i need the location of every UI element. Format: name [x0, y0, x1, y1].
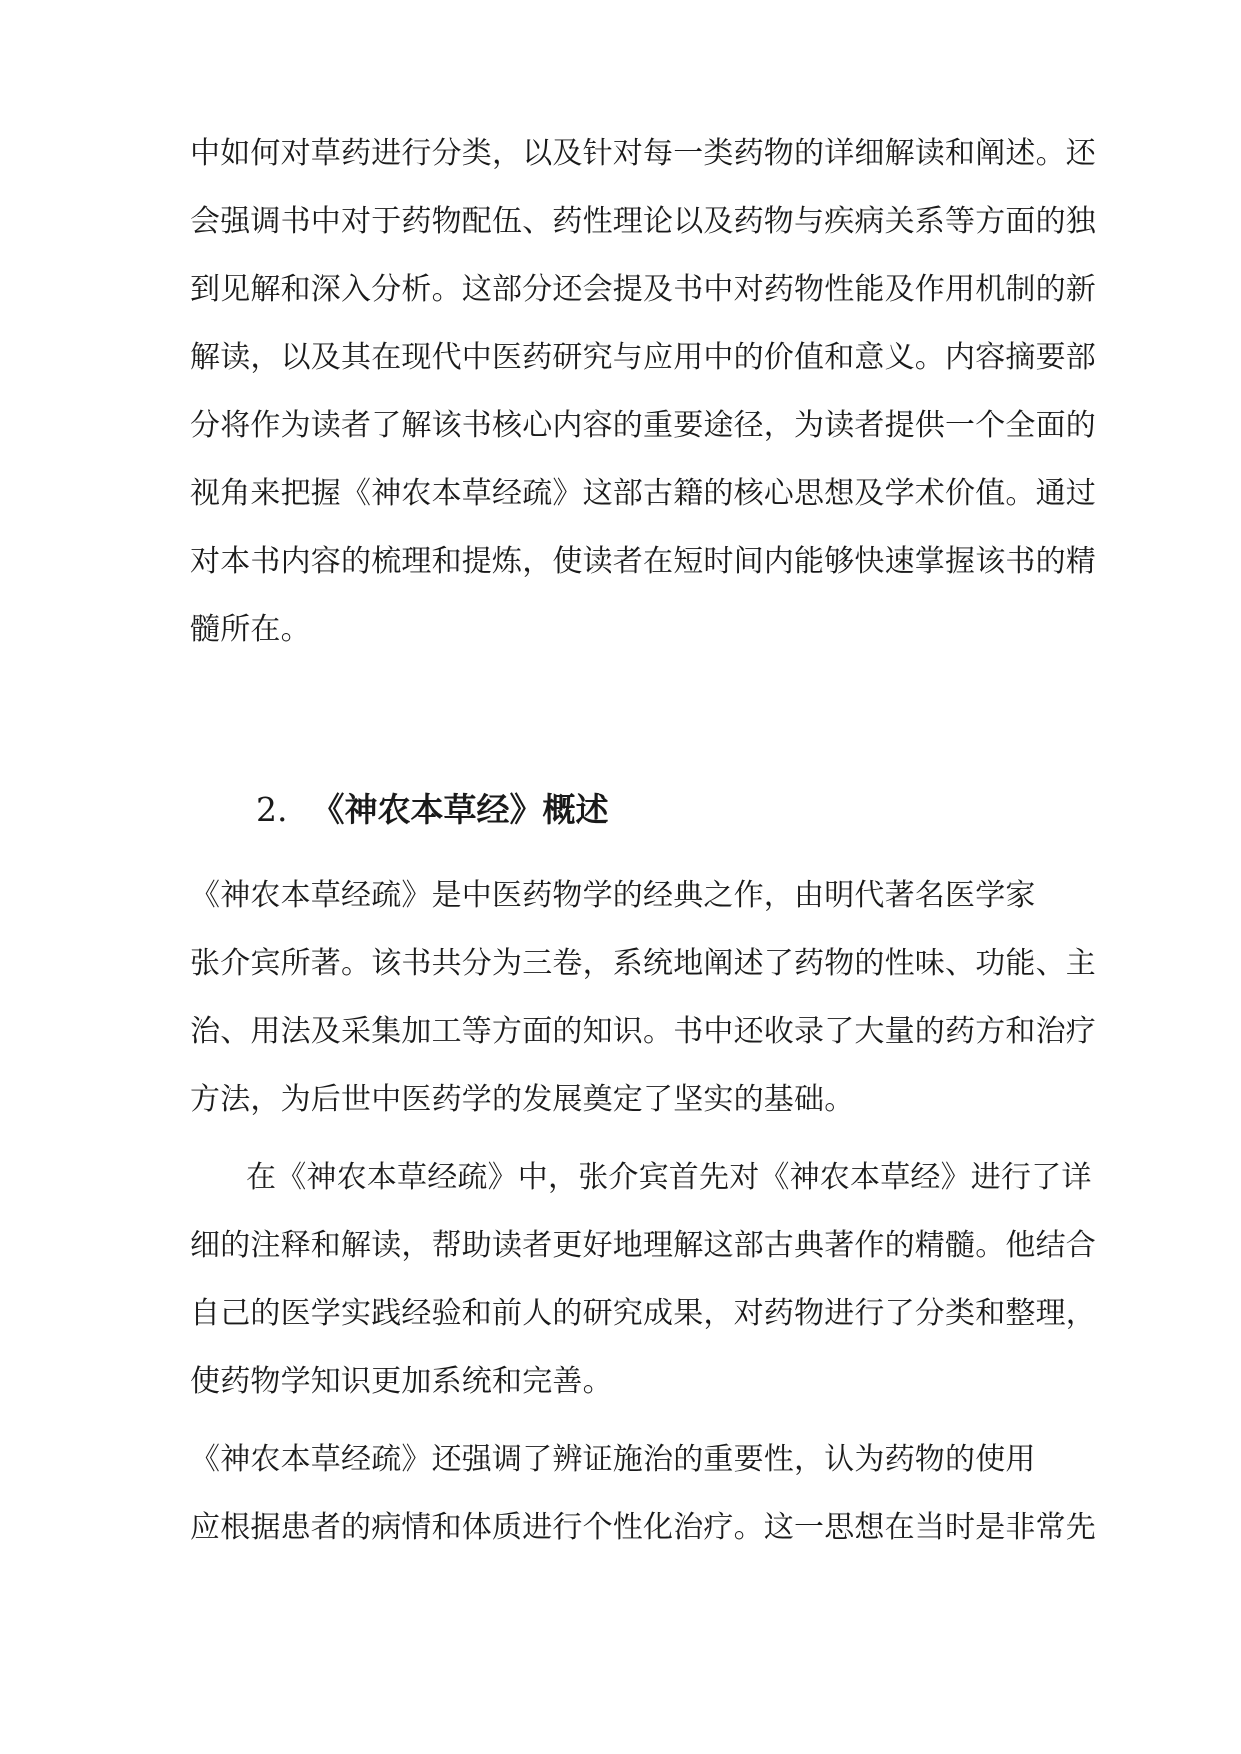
section-title: 《神农本草经》概述	[311, 790, 609, 829]
intro-line: 解读，以及其在现代中医药研究与应用中的价值和意义。内容摘要部	[190, 340, 1096, 375]
intro-line: 对本书内容的梳理和提炼，使读者在短时间内能够快速掌握该书的精	[190, 544, 1096, 579]
intro-line: 视角来把握《神农本草经疏》这部古籍的核心思想及学术价值。通过	[190, 476, 1096, 511]
paragraph-line: 方法，为后世中医药学的发展奠定了坚实的基础。	[190, 1082, 855, 1117]
intro-line: 中如何对草药进行分类，以及针对每一类药物的详细解读和阐述。还	[190, 136, 1096, 171]
paragraph-line: 治、用法及采集加工等方面的知识。书中还收录了大量的药方和治疗	[190, 1014, 1096, 1049]
section-number: 2.	[256, 790, 288, 829]
paragraph-line: 《神农本草经疏》还强调了辨证施治的重要性，认为药物的使用	[190, 1442, 1036, 1477]
intro-line: 到见解和深入分析。这部分还会提及书中对药物性能及作用机制的新	[190, 272, 1096, 307]
paragraph-line: 使药物学知识更加系统和完善。	[190, 1364, 613, 1399]
paragraph-line: 在《神农本草经疏》中，张介宾首先对《神农本草经》进行了详	[246, 1160, 1092, 1195]
paragraph-line: 细的注释和解读，帮助读者更好地理解这部古典著作的精髓。他结合	[190, 1228, 1096, 1263]
section-heading	[256, 788, 609, 832]
intro-line: 会强调书中对于药物配伍、药性理论以及药物与疾病关系等方面的独	[190, 204, 1096, 239]
intro-line: 髓所在。	[190, 612, 311, 647]
paragraph-line: 张介宾所著。该书共分为三卷，系统地阐述了药物的性味、功能、主	[190, 946, 1096, 981]
paragraph-line: 自己的医学实践经验和前人的研究成果，对药物进行了分类和整理，	[190, 1296, 1096, 1331]
paragraph-line: 应根据患者的病情和体质进行个性化治疗。这一思想在当时是非常先	[190, 1510, 1096, 1545]
intro-line: 分将作为读者了解该书核心内容的重要途径，为读者提供一个全面的	[190, 408, 1096, 443]
paragraph-line: 《神农本草经疏》是中医药物学的经典之作，由明代著名医学家	[190, 878, 1036, 913]
